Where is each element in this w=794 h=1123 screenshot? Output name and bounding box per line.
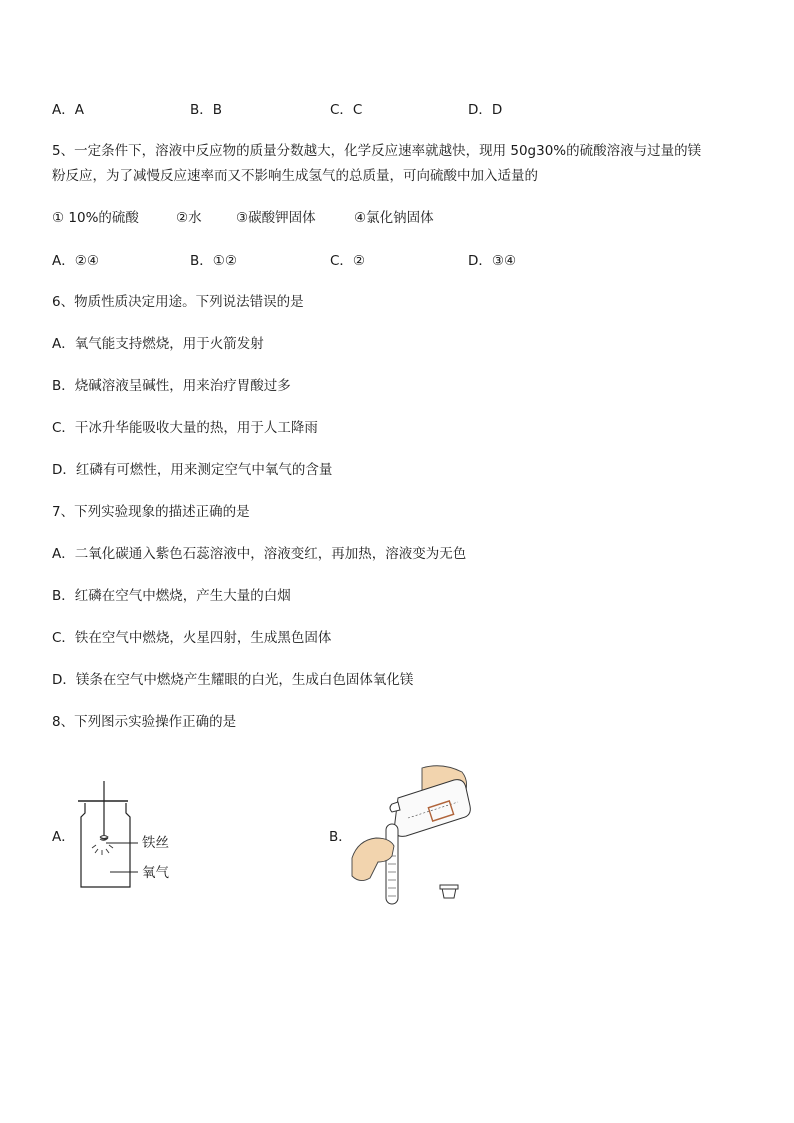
q5-option-b: B．①② [190,253,237,269]
q6-option-d: D．红磷有可燃性，用来测定空气中氧气的含量 [52,462,333,478]
q7-option-d: D．镁条在空气中燃烧产生耀眼的白光，生成白色固体氧化镁 [52,672,414,688]
pouring-liquid-illustration [348,760,478,910]
q5-item-2: ②水 [176,210,202,226]
q5-option-c: C．② [330,253,366,269]
q4-option-c: C．C [330,102,363,118]
q5-item-4: ④氯化钠固体 [354,210,434,226]
q7-option-a: A．二氧化碳通入紫色石蕊溶液中，溶液变红，再加热，溶液变为无色 [52,546,467,562]
q5-item-3: ③碳酸钾固体 [236,210,316,226]
q6-option-a: A．氧气能支持燃烧，用于火箭发射 [52,336,264,352]
q5-option-d: D．③④ [468,253,517,269]
q8-fig-a-label: A． [52,829,75,845]
q8-fig-a-gas-label: 氧气 [142,865,169,881]
q5-stem-line1: 5、一定条件下，溶液中反应物的质量分数越大，化学反应速率就越快，现用 50g30%的硫酸溶液与过量的镁 [52,143,702,159]
q6-option-c: C．干冰升华能吸收大量的热，用于人工降雨 [52,420,318,436]
q4-option-b: B．B [190,102,223,118]
q8-stem: 8、下列图示实验操作正确的是 [52,714,237,730]
q8-figure-b [348,760,478,910]
q5-item-1: ① 10%的硫酸 [52,210,139,226]
q7-option-b: B．红磷在空气中燃烧，产生大量的白烟 [52,588,291,604]
q7-option-c: C．铁在空气中燃烧，火星四射，生成黑色固体 [52,630,332,646]
q5-stem-line2: 粉反应，为了减慢反应速率而又不影响生成氢气的总质量，可向硫酸中加入适量的 [52,168,538,184]
q6-stem: 6、物质性质决定用途。下列说法错误的是 [52,294,304,310]
q8-fig-a-wire-label: 铁丝 [142,835,169,851]
q8-fig-b-label: B． [329,829,352,845]
q6-option-b: B．烧碱溶液呈碱性，用来治疗胃酸过多 [52,378,291,394]
q4-option-d: D．D [468,102,503,118]
q7-stem: 7、下列实验现象的描述正确的是 [52,504,250,520]
q4-option-a: A．A [52,102,84,118]
q5-option-a: A．②④ [52,253,99,269]
